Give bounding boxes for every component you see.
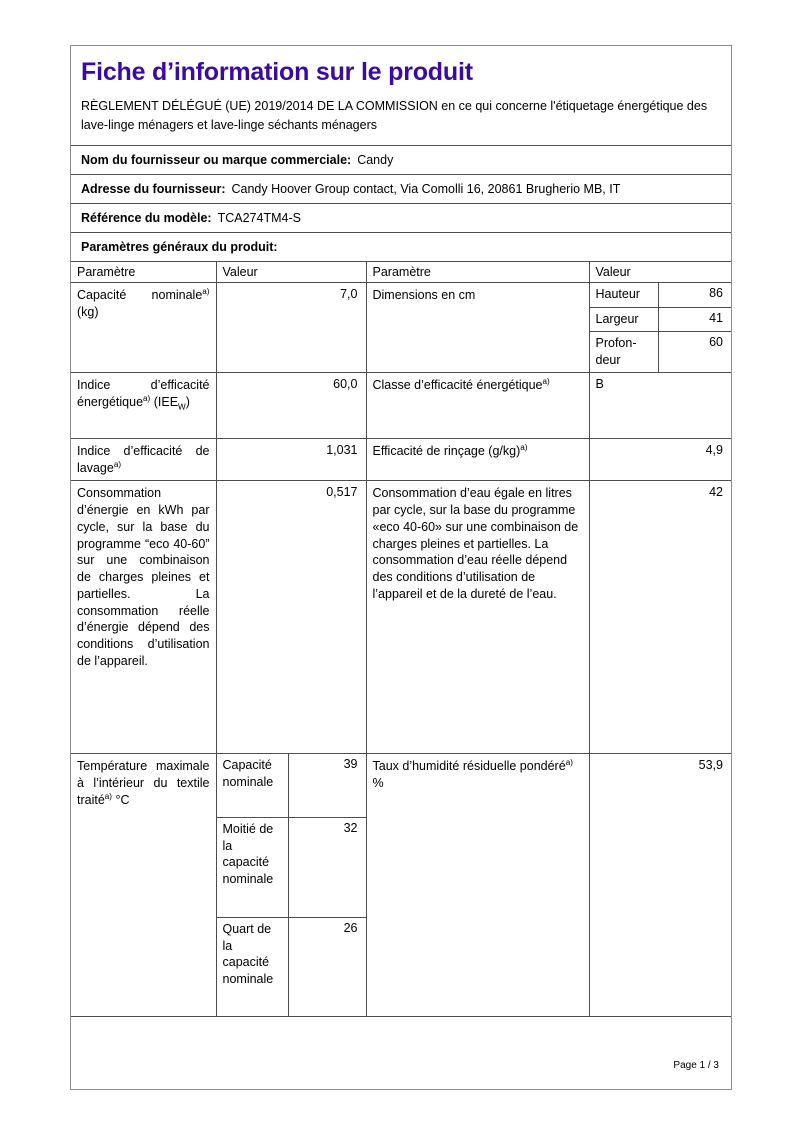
param-indice-efficacite-lavage: Indice d’efficacité de lavage$^{a)}$ <box>71 438 216 481</box>
doc-header <box>71 46 731 136</box>
temperature-moitie-capacite-value: 32 <box>289 817 366 917</box>
temperature-quart-capacite-value: 26 <box>289 917 366 1016</box>
page-title: Fiche d’information sur le produit <box>81 58 473 86</box>
dimensions-subtable <box>590 283 732 372</box>
regulation-text: RÈGLEMENT DÉLÉGUÉ (UE) 2019/2014 DE LA COMMISSION en ce qui concerne l'étiquetage énergétique des lave-linge ménagers et lave-linge séchants ménagers <box>81 99 708 133</box>
param-dimensions: Dimensions en cm <box>366 282 589 372</box>
table-header-row <box>71 261 731 282</box>
model-reference-row <box>71 203 731 232</box>
dimension-row-largeur <box>590 308 732 332</box>
row-washing-efficiency <box>71 438 731 481</box>
value-classe-efficacite: B <box>589 372 731 438</box>
temperature-capacite-nominale-label: Capacité nominale <box>222 758 274 789</box>
table-header-parametre-1: Paramètre <box>71 261 216 282</box>
supplier-address-row <box>71 174 731 203</box>
temperature-subtable <box>217 754 366 1016</box>
param-indice-efficacite-energetique: Indice d’efficacité énergétique$^{a)}$ $(IEE_W)$ <box>71 372 216 438</box>
supplier-address-label: Adresse du fournisseur: <box>81 181 226 196</box>
dimension-row-hauteur <box>590 283 732 308</box>
supplier-name-row <box>71 145 731 174</box>
model-reference-label: Référence du modèle: <box>81 210 212 225</box>
value-indice-efficacite-lavage: 1,031 <box>216 438 366 481</box>
value-taux-humidite: 53,9 <box>589 754 731 1017</box>
param-temperature-maximale: Température maximale à l’intérieur du textile traité$^{a)}$ °C <box>71 754 216 1017</box>
dimensions-cell <box>589 282 731 372</box>
general-parameters-heading: Paramètres généraux du produit: <box>81 239 278 254</box>
dimension-profondeur-label: Profon-deur <box>590 332 659 372</box>
dimension-profondeur-value: 60 <box>659 332 732 372</box>
page-number: Page 1 / 3 <box>673 1060 719 1071</box>
param-taux-humidite: Taux d’humidité résiduelle pondéré$^{a)}$ % <box>366 754 589 1017</box>
dimension-hauteur-value: 86 <box>659 283 732 308</box>
supplier-address-value: Candy Hoover Group contact, Via Comolli 16, 20861 Brugherio MB, IT <box>231 181 621 196</box>
temperature-values-cell <box>216 754 366 1017</box>
table-header-valeur-2: Valeur <box>589 261 731 282</box>
value-efficacite-rincage: 4,9 <box>589 438 731 481</box>
model-reference-value: TCA274TM4-S <box>217 210 301 225</box>
param-consommation-eau: Consommation d’eau égale en litres par cycle, sur la base du programme «eco 40-60» sur une combinaison de charges pleines et partielles. La consommation d’eau réelle dépend des conditions d’utilisation de l’appareil et de la dureté de l’eau. <box>366 481 589 754</box>
dimension-largeur-value: 41 <box>659 308 732 332</box>
dimension-row-profondeur <box>590 332 732 372</box>
temperature-row-quart-capacite <box>217 917 366 1016</box>
temperature-quart-capacite-label: Quart de la capacité nominale <box>217 917 289 1016</box>
row-consumption <box>71 481 731 754</box>
dimension-largeur-label: Largeur <box>590 308 659 332</box>
param-consommation-energie: Consommation d’énergie en kWh par cycle, sur la base du programme “eco 40-60” sur une combinaison de charges pleines et partielles. La consommation réelle d’énergie dépend des conditions d’utilisation de l’appareil. <box>71 481 216 754</box>
supplier-name-label: Nom du fournisseur ou marque commerciale: <box>81 152 352 167</box>
temperature-row-capacite-nominale <box>217 754 366 817</box>
value-indice-efficacite-energetique: 60,0 <box>216 372 366 438</box>
dimension-hauteur-label: Hauteur <box>595 286 640 301</box>
general-parameters-heading-row <box>71 232 731 261</box>
table-header-parametre-2: Paramètre <box>366 261 589 282</box>
param-classe-efficacite: Classe d’efficacité énergétique$^{a)}$ <box>366 372 589 438</box>
row-temperature-humidity <box>71 754 731 1017</box>
row-energy-efficiency <box>71 372 731 438</box>
parameters-table <box>71 261 731 1018</box>
value-capacite-nominale: 7,0 <box>216 282 366 372</box>
value-consommation-energie: 0,517 <box>216 481 366 754</box>
temperature-capacite-nominale-value: 39 <box>289 754 366 817</box>
param-capacite-nominale: Capacité nominale$^{a)}$ (kg) <box>71 282 216 372</box>
table-header-valeur-1: Valeur <box>216 261 366 282</box>
value-consommation-eau: 42 <box>589 481 731 754</box>
temperature-row-moitie-capacite <box>217 817 366 917</box>
temperature-moitie-capacite-label: Moitié de la capacité nominale <box>217 817 289 917</box>
param-efficacite-rincage: Efficacité de rinçage $(g/kg)^{a)}$ <box>366 438 589 481</box>
supplier-name-value: Candy <box>357 152 394 167</box>
product-fiche-sheet <box>70 45 732 1090</box>
row-capacity-dimensions <box>71 282 731 372</box>
